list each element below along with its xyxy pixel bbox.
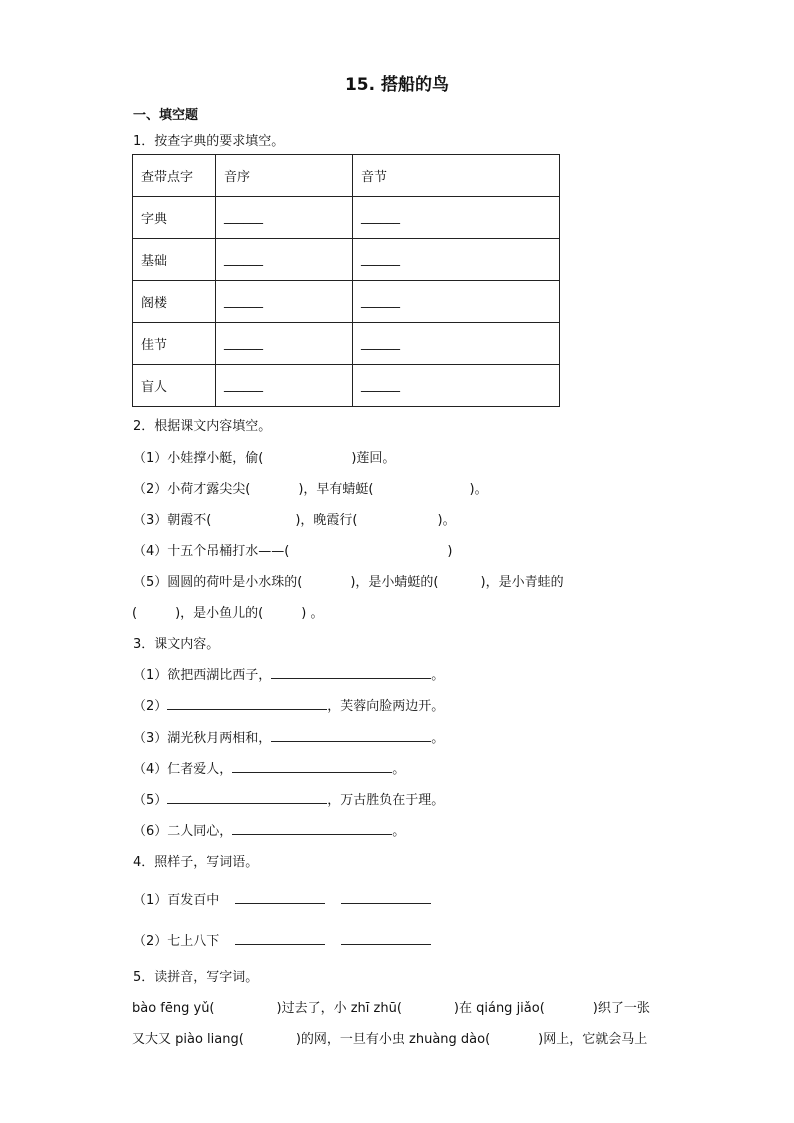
table-header-row <box>133 155 560 197</box>
item-text: bào fēng yǔ( <box>132 1001 215 1016</box>
item-text: ) <box>447 544 453 559</box>
item-text: )的网，一旦有小虫 zhuàng dào( <box>295 1032 491 1047</box>
answer-line[interactable] <box>232 822 392 835</box>
question-3-item <box>133 695 444 714</box>
question-3-item <box>133 758 405 777</box>
item-text: )。 <box>437 513 456 528</box>
answer-line[interactable] <box>271 729 431 742</box>
item-text: )过去了，小 zhī zhū( <box>276 1001 402 1016</box>
table-row <box>133 323 560 365</box>
item-text: )织了一张 <box>592 1001 650 1016</box>
table-row <box>133 365 560 407</box>
item-text: （1）小娃撑小艇，偷( <box>133 451 264 466</box>
answer-line[interactable] <box>341 932 431 945</box>
header-syllable: 音节 <box>353 155 560 197</box>
item-text: ) 。 <box>301 606 324 621</box>
question-2-item-cont <box>132 602 323 621</box>
question-3-item <box>133 664 444 683</box>
item-text: （5） <box>133 793 168 808</box>
table-row <box>133 281 560 323</box>
answer-line[interactable] <box>167 791 327 804</box>
question-2-item <box>133 540 452 559</box>
question-5-line <box>132 997 650 1016</box>
item-text: )莲回。 <box>351 451 396 466</box>
item-text: ，芙蓉向脸两边开。 <box>327 699 445 714</box>
item-text: )网上，它就会马上 <box>538 1032 648 1047</box>
syllable-blank[interactable]: ______ <box>353 365 560 407</box>
page-title: 15. 搭船的鸟 <box>344 75 450 95</box>
item-text: （4）仁者爱人， <box>133 762 233 777</box>
item-text: )，是小鱼儿的( <box>175 606 264 621</box>
syllable-blank[interactable]: ______ <box>353 197 560 239</box>
item-text: 。 <box>392 762 406 777</box>
answer-line[interactable] <box>167 697 327 710</box>
row-word: 佳节 <box>133 323 216 365</box>
item-text: )，是小蜻蜓的( <box>350 575 439 590</box>
item-text: （3）朝霞不( <box>133 513 212 528</box>
question-2-stem: 2．根据课文内容填空。 <box>133 419 272 434</box>
answer-line[interactable] <box>341 891 431 904</box>
question-3-item <box>133 820 405 839</box>
question-4-stem: 4．照样子，写词语。 <box>133 855 259 870</box>
initial-blank[interactable]: ______ <box>216 197 353 239</box>
item-text: （3）湖光秋月两相和， <box>133 731 272 746</box>
item-text: 又大又 piào liang( <box>132 1032 244 1047</box>
question-3-stem: 3．课文内容。 <box>133 637 220 652</box>
table-row <box>133 239 560 281</box>
item-text: )，是小青蛙的 <box>480 575 564 590</box>
item-text: （5）圆圆的荷叶是小水珠的( <box>133 575 303 590</box>
question-3-item <box>133 727 444 746</box>
initial-blank[interactable]: ______ <box>216 281 353 323</box>
item-text: （1）欲把西湖比西子， <box>133 668 272 683</box>
initial-blank[interactable]: ______ <box>216 365 353 407</box>
item-text: 。 <box>392 824 406 839</box>
item-text: )在 qiáng jiǎo( <box>453 1001 545 1016</box>
item-text: （2）小荷才露尖尖( <box>133 482 251 497</box>
question-1-stem: 1．按查字典的要求填空。 <box>133 134 285 149</box>
question-5-stem: 5．读拼音，写字词。 <box>133 970 259 985</box>
item-text: )，早有蜻蜓( <box>298 482 374 497</box>
answer-line[interactable] <box>271 666 431 679</box>
item-text: （2） <box>133 699 168 714</box>
table-row <box>133 197 560 239</box>
syllable-blank[interactable]: ______ <box>353 323 560 365</box>
syllable-blank[interactable]: ______ <box>353 281 560 323</box>
item-text: ，万古胜负在于理。 <box>327 793 445 808</box>
row-word: 阁楼 <box>133 281 216 323</box>
question-2-item <box>133 509 456 528</box>
item-text: )。 <box>469 482 488 497</box>
initial-blank[interactable]: ______ <box>216 323 353 365</box>
row-word: 基础 <box>133 239 216 281</box>
initial-blank[interactable]: ______ <box>216 239 353 281</box>
item-text: （2）七上八下 <box>133 934 220 949</box>
question-2-item <box>133 478 488 497</box>
item-text: 。 <box>431 668 445 683</box>
question-5-line <box>132 1028 647 1047</box>
item-text: )，晚霞行( <box>295 513 358 528</box>
question-2-item <box>133 571 564 590</box>
row-word: 字典 <box>133 197 216 239</box>
header-initial: 音序 <box>216 155 353 197</box>
answer-line[interactable] <box>235 932 325 945</box>
answer-line[interactable] <box>235 891 325 904</box>
answer-line[interactable] <box>232 760 392 773</box>
section-heading: 一、填空题 <box>133 108 199 123</box>
header-char: 查带点字 <box>133 155 216 197</box>
question-3-item <box>133 789 444 808</box>
question-4-item <box>133 889 431 908</box>
row-word: 盲人 <box>133 365 216 407</box>
question-2-item <box>133 447 395 466</box>
item-text: ( <box>132 606 138 621</box>
item-text: （6）二人同心， <box>133 824 233 839</box>
item-text: （4）十五个吊桶打水——( <box>133 544 290 559</box>
item-text: 。 <box>431 731 445 746</box>
dictionary-table <box>132 154 560 407</box>
item-text: （1）百发百中 <box>133 893 220 908</box>
question-4-item <box>133 930 431 949</box>
syllable-blank[interactable]: ______ <box>353 239 560 281</box>
